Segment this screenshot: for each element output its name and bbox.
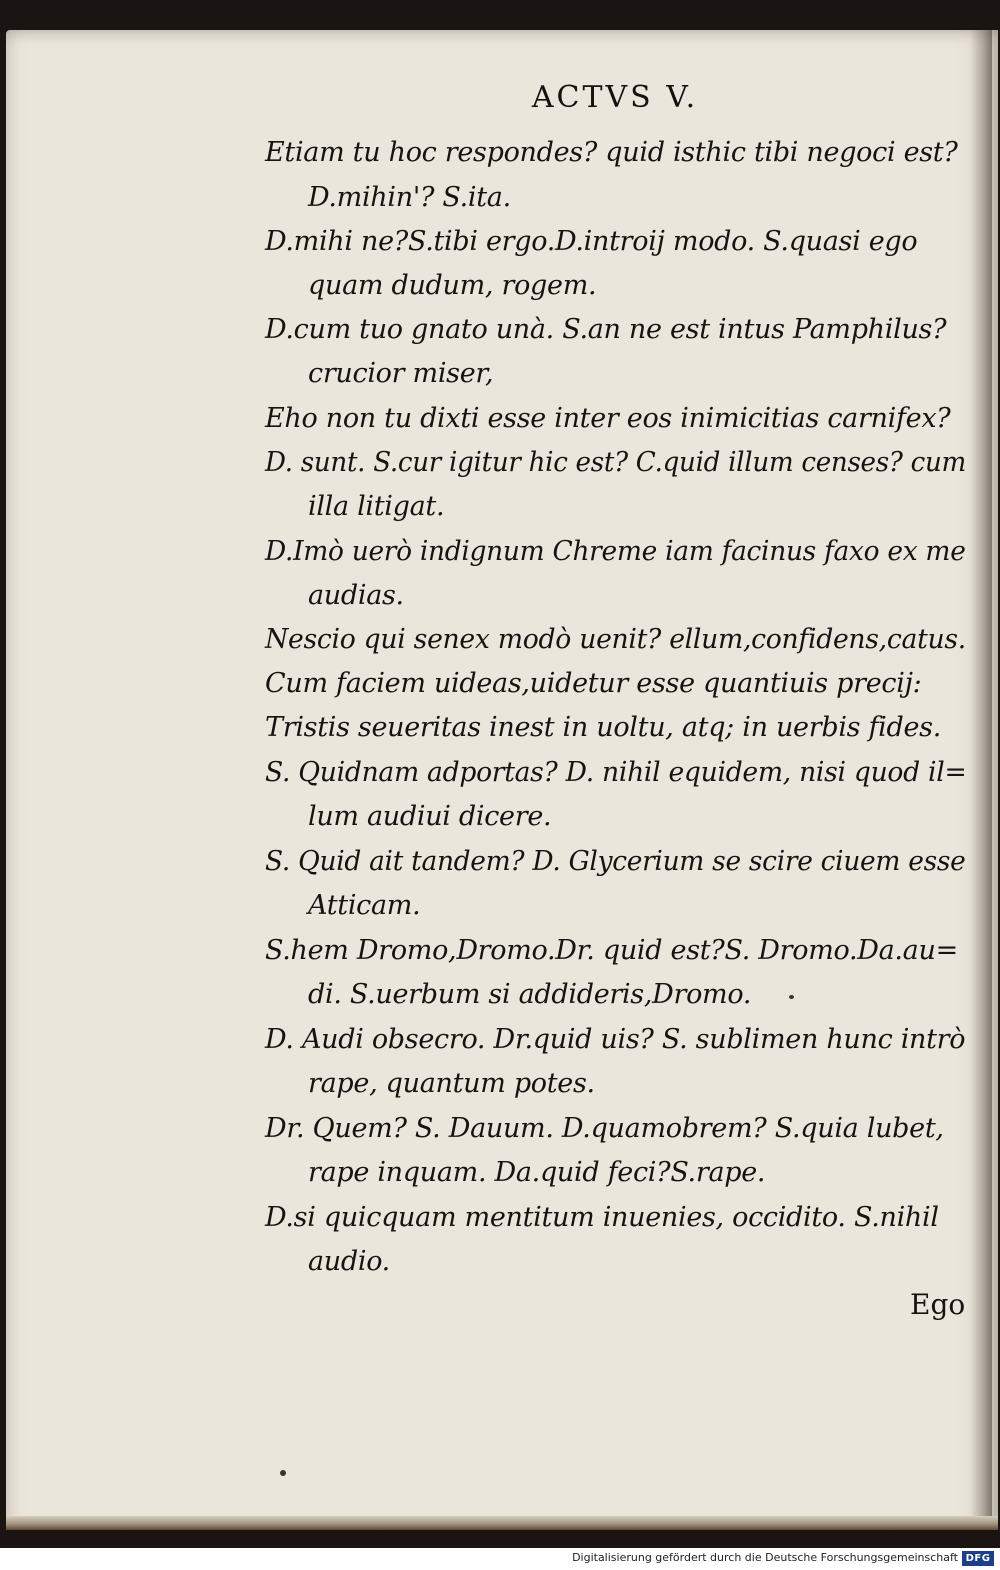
- text-line-24: rape inquam. Da.quid feci?S.rape.: [308, 1157, 766, 1188]
- text-line-17: S. Quid ait tandem? D. Glycerium se scire ciuem esse: [265, 846, 966, 877]
- ink-speck: [789, 995, 794, 999]
- text-line-14: Tristis seueritas inest in uoltu, atq; in uerbis fides.: [265, 712, 942, 743]
- running-header: ACTVS V.: [531, 80, 699, 115]
- text-line-13: Cum faciem uideas,uidetur esse quantiuis precij:: [265, 668, 922, 699]
- text-line-26: audio.: [308, 1246, 390, 1277]
- text-line-11: audias.: [308, 580, 404, 611]
- page-gutter-shadow: [970, 30, 992, 1530]
- text-line-3: D.mihi ne?S.tibi ergo.D.introij modo. S.quasi ego: [265, 226, 918, 257]
- page-bottom-edge: [6, 1516, 998, 1530]
- catchword: Ego: [910, 1288, 966, 1321]
- text-line-20: di. S.uerbum si addideris,Dromo.: [308, 979, 752, 1010]
- text-line-19: S.hem Dromo,Dromo.Dr. quid est?S. Dromo.Da.au=: [265, 935, 958, 966]
- text-line-4: quam dudum, rogem.: [308, 270, 597, 301]
- ink-speck: [280, 1470, 286, 1476]
- text-line-9: illa litigat.: [308, 491, 445, 522]
- text-line-2: D.mihin'? S.ita.: [308, 182, 511, 213]
- text-line-12: Nescio qui senex modò uenit? ellum,confidens,catus.: [265, 624, 966, 655]
- text-line-22: rape, quantum potes.: [308, 1068, 595, 1099]
- text-line-5: D.cum tuo gnato unà. S.an ne est intus Pamphilus?: [265, 314, 947, 345]
- text-line-21: D. Audi obsecro. Dr.quid uis? S. sublimen hunc intrò: [265, 1024, 966, 1055]
- text-line-16: lum audiui dicere.: [308, 801, 552, 832]
- text-line-18: Atticam.: [308, 890, 421, 921]
- text-line-25: D.si quicquam mentitum inuenies, occidito. S.nihil: [265, 1202, 939, 1233]
- text-line-8: D. sunt. S.cur igitur hic est? C.quid illum censes? cum: [265, 447, 966, 478]
- funding-credit: Digitalisierung gefördert durch die Deutsche Forschungsgemeinschaft: [572, 1551, 958, 1564]
- text-line-10: D.Imò uerò indignum Chreme iam facinus faxo ex me: [265, 536, 966, 567]
- text-line-6: crucior miser,: [308, 358, 494, 389]
- text-line-1: Etiam tu hoc respondes? quid isthic tibi negoci est?: [265, 137, 958, 168]
- text-line-23: Dr. Quem? S. Dauum. D.quamobrem? S.quia lubet,: [265, 1113, 944, 1144]
- text-line-7: Eho non tu dixti esse inter eos inimicitias carnifex?: [265, 403, 951, 434]
- text-line-15: S. Quidnam adportas? D. nihil equidem, nisi quod il=: [265, 757, 967, 788]
- dfg-logo: DFG: [962, 1551, 994, 1566]
